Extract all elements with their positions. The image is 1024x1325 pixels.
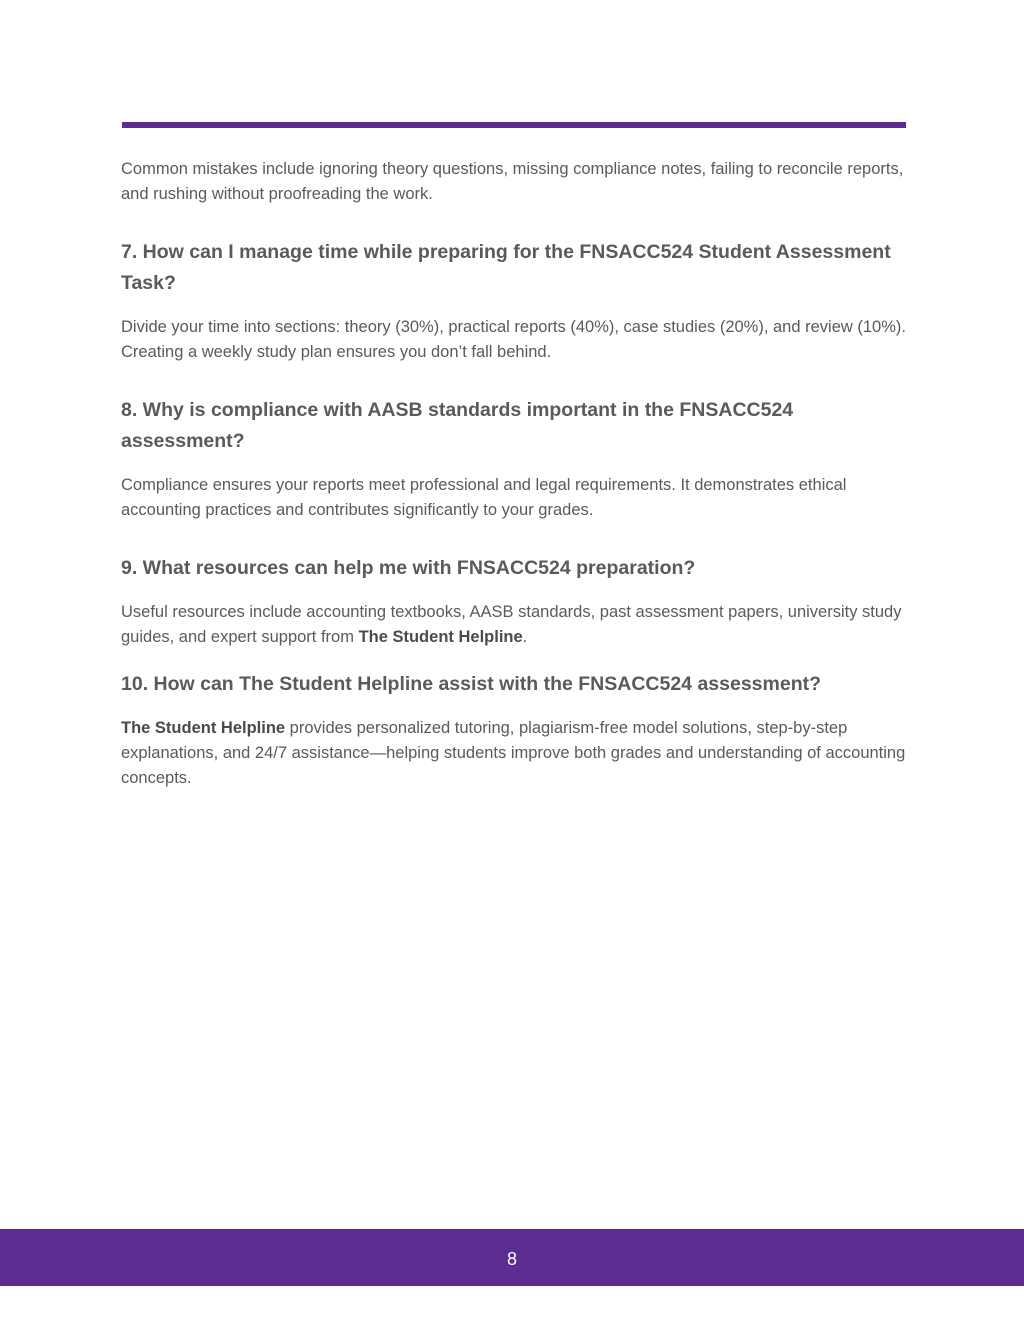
faq-question-10: 10. How can The Student Helpline assist with the FNSACC524 assessment? — [121, 673, 822, 695]
brand-name: The Student Helpline — [121, 719, 286, 737]
faq-question-9: 9. What resources can help me with FNSACC524 preparation? — [121, 557, 696, 579]
faq-answer-9-text: Useful resources include accounting textbooks, AASB standards, past assessment papers, university study guides, and expert support from — [121, 603, 902, 646]
faq-question-8: 8. Why is compliance with AASB standards important in the FNSACC524 assessment? — [121, 399, 794, 452]
faq-answer-10-text: provides personalized tutoring, plagiarism-free model solutions, step-by-step explanations, and 24/7 assistance—helping students improve both grades and understanding of accounting concepts. — [121, 719, 906, 787]
page-number: 8 — [506, 1249, 517, 1269]
brand-name: The Student Helpline — [358, 628, 523, 646]
faq-answer-9-suffix: . — [522, 628, 528, 646]
faq-question-7: 7. How can I manage time while preparing for the FNSACC524 Student Assessment Task? — [121, 241, 891, 294]
faq-answer-8: Compliance ensures your reports meet professional and legal requirements. It demonstrates ethical accounting practices and contributes significantly to your grades. — [121, 476, 847, 519]
header-divider — [122, 122, 906, 128]
faq-answer-10 — [121, 716, 906, 791]
faq-answer-9 — [121, 600, 906, 650]
intro-paragraph: Common mistakes include ignoring theory questions, missing compliance notes, failing to reconcile reports, and rushing without proofreading the work. — [121, 160, 904, 203]
faq-answer-7: Divide your time into sections: theory (30%), practical reports (40%), case studies (20%), and review (10%). Creating a weekly study plan ensures you don’t fall behind. — [121, 318, 906, 361]
page-content — [121, 157, 906, 791]
